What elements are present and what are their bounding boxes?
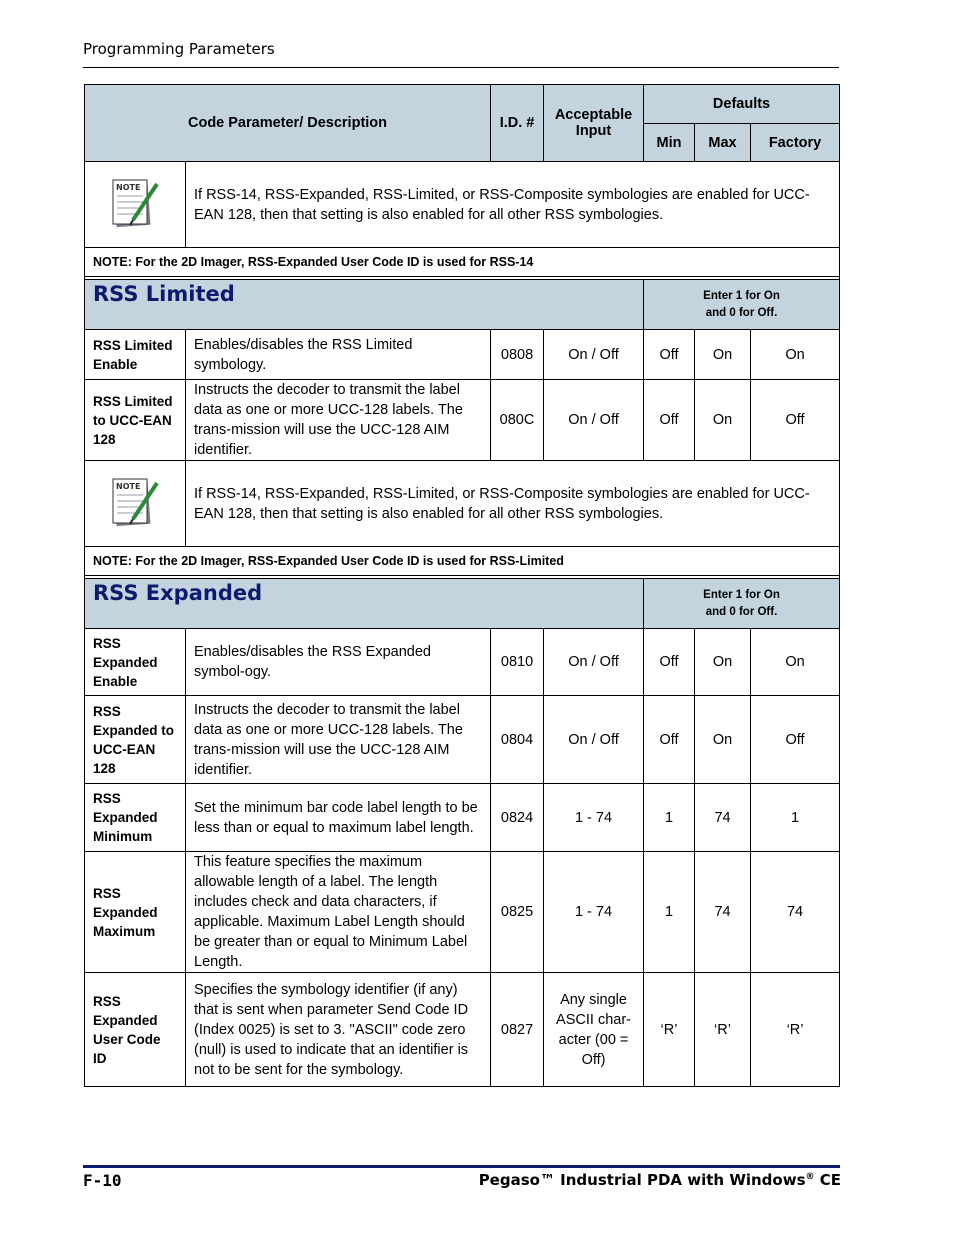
table-row (85, 784, 840, 852)
col-header-factory: Factory (751, 124, 840, 162)
parameters-table (84, 84, 840, 1087)
table-row (85, 973, 840, 1087)
col-header-defaults: Defaults (644, 85, 840, 124)
param-desc: Instructs the decoder to transmit the label data as one or more UCC-128 labels. The trans-mission will use the UCC-128 AIM identifier. (186, 696, 491, 784)
col-header-min: Min (644, 124, 695, 162)
param-desc: Set the minimum bar code label length to be less than or equal to maximum label length. (186, 784, 491, 852)
param-id: 0804 (491, 696, 544, 784)
param-factory: Off (751, 380, 840, 461)
param-max: On (695, 629, 751, 696)
note-icon (107, 473, 163, 531)
section-hint-rss-limited: Enter 1 for On and 0 for Off. (644, 280, 840, 330)
param-min: Off (644, 696, 695, 784)
param-max: ‘R’ (695, 973, 751, 1087)
col-header-max: Max (695, 124, 751, 162)
table-row (85, 330, 840, 380)
svg-text:NOTE: NOTE (116, 481, 141, 491)
param-id: 080C (491, 380, 544, 461)
table-row (85, 696, 840, 784)
col-header-input: Acceptable Input (544, 85, 644, 162)
page-header-title: Programming Parameters (83, 40, 275, 58)
param-min: Off (644, 330, 695, 380)
bold-note-2: NOTE: For the 2D Imager, RSS-Expanded User Code ID is used for RSS-Limited (85, 547, 840, 576)
footer-rule (83, 1165, 840, 1168)
param-factory: Off (751, 696, 840, 784)
table-row (85, 629, 840, 696)
note-icon-cell (85, 162, 186, 248)
param-max: On (695, 330, 751, 380)
page-number: F-10 (83, 1171, 122, 1190)
section-title-rss-limited: RSS Limited (85, 280, 644, 330)
param-factory: 74 (751, 852, 840, 973)
param-name: RSS Expanded Maximum (85, 852, 186, 973)
param-min: 1 (644, 784, 695, 852)
param-desc: Instructs the decoder to transmit the label data as one or more UCC-128 labels. The trans-mission will use the UCC-128 AIM identifier. (186, 380, 491, 461)
param-id: 0824 (491, 784, 544, 852)
footer-title: Pegaso™ Industrial PDA with Windows® CE (478, 1171, 841, 1189)
param-input: On / Off (544, 696, 644, 784)
param-input: 1 - 74 (544, 852, 644, 973)
param-input: 1 - 74 (544, 784, 644, 852)
param-name: RSS Expanded User Code ID (85, 973, 186, 1087)
param-name: RSS Expanded to UCC-EAN 128 (85, 696, 186, 784)
note-text-1: If RSS-14, RSS-Expanded, RSS-Limited, or RSS-Composite symbologies are enabled for UCC-EAN 128, then that setting is also enabled for all other RSS symbologies. (186, 162, 840, 248)
svg-text:NOTE: NOTE (116, 182, 141, 192)
param-min: 1 (644, 852, 695, 973)
param-max: 74 (695, 852, 751, 973)
param-name: RSS Limited Enable (85, 330, 186, 380)
param-id: 0827 (491, 973, 544, 1087)
param-input: Any single ASCII char-acter (00 = Off) (544, 973, 644, 1087)
param-desc: Specifies the symbology identifier (if any) that is sent when parameter Send Code ID (Index 0025) is set to 3. "ASCII" code zero (null) is used to indicate that an identifier is not to be sent for the symbology. (186, 973, 491, 1087)
section-hint-rss-expanded: Enter 1 for On and 0 for Off. (644, 579, 840, 629)
param-factory: On (751, 629, 840, 696)
note-text-2: If RSS-14, RSS-Expanded, RSS-Limited, or RSS-Composite symbologies are enabled for UCC-EAN 128, then that setting is also enabled for all other RSS symbologies. (186, 461, 840, 547)
param-max: On (695, 380, 751, 461)
param-input: On / Off (544, 330, 644, 380)
param-min: Off (644, 629, 695, 696)
param-desc: This feature specifies the maximum allowable length of a label. The length includes check and data characters, if applicable. Maximum Label Length should be greater than or equal to Minimum Label Length. (186, 852, 491, 973)
param-name: RSS Expanded Minimum (85, 784, 186, 852)
col-header-id: I.D. # (491, 85, 544, 162)
param-desc: Enables/disables the RSS Expanded symbol-ogy. (186, 629, 491, 696)
note-icon (107, 174, 163, 232)
section-title-rss-expanded: RSS Expanded (85, 579, 644, 629)
param-input: On / Off (544, 380, 644, 461)
param-id: 0810 (491, 629, 544, 696)
param-id: 0808 (491, 330, 544, 380)
note-icon-cell (85, 461, 186, 547)
param-id: 0825 (491, 852, 544, 973)
param-input: On / Off (544, 629, 644, 696)
param-name: RSS Limited to UCC-EAN 128 (85, 380, 186, 461)
param-factory: On (751, 330, 840, 380)
param-factory: ‘R’ (751, 973, 840, 1087)
bold-note-1: NOTE: For the 2D Imager, RSS-Expanded User Code ID is used for RSS-14 (85, 248, 840, 277)
param-max: 74 (695, 784, 751, 852)
param-max: On (695, 696, 751, 784)
table-row (85, 380, 840, 461)
param-min: Off (644, 380, 695, 461)
col-header-code: Code Parameter/ Description (85, 85, 491, 162)
param-desc: Enables/disables the RSS Limited symbology. (186, 330, 491, 380)
header-rule (83, 67, 839, 68)
param-name: RSS Expanded Enable (85, 629, 186, 696)
param-min: ‘R’ (644, 973, 695, 1087)
param-factory: 1 (751, 784, 840, 852)
table-row (85, 852, 840, 973)
